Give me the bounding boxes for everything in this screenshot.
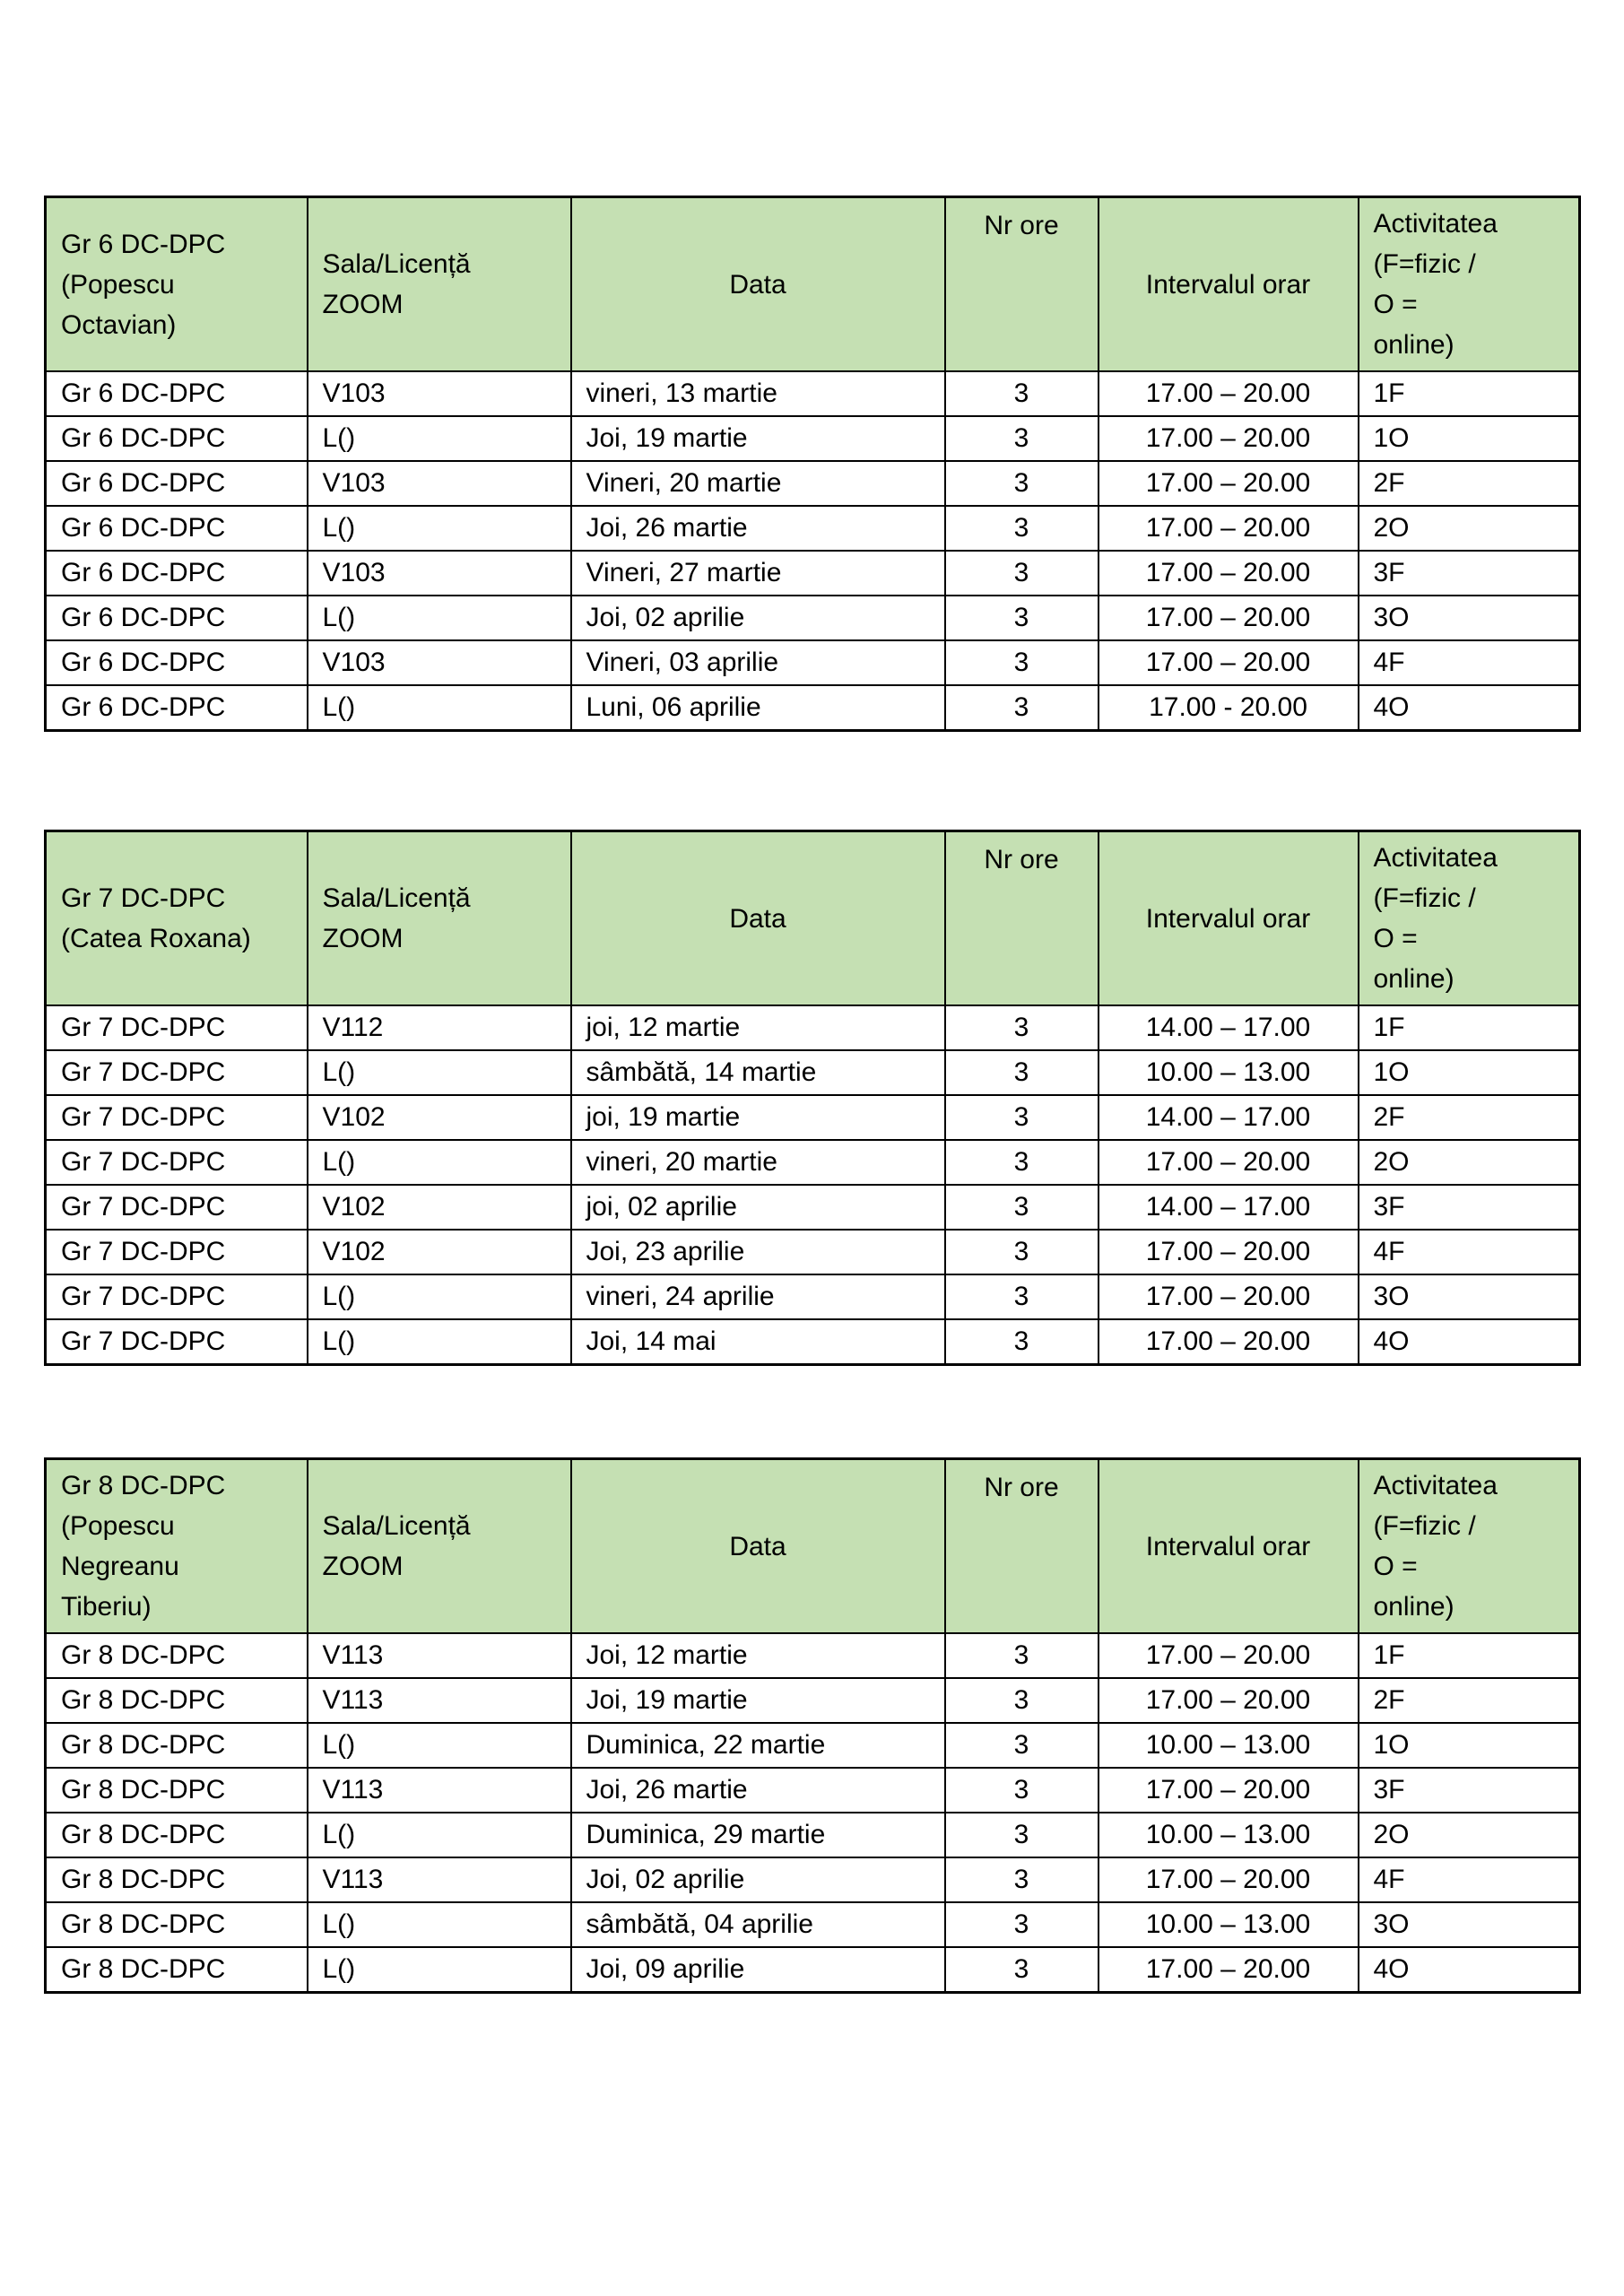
header-row	[46, 197, 1580, 372]
date-cell: Duminica, 29 martie	[571, 1813, 945, 1857]
hours-cell: 3	[945, 506, 1099, 551]
group-cell: Gr 7 DC-DPC	[46, 1319, 308, 1364]
group-cell: Gr 8 DC-DPC	[46, 1678, 308, 1723]
hours-cell: 3	[945, 1678, 1099, 1723]
group-cell: Gr 7 DC-DPC	[46, 1005, 308, 1050]
interval-cell: 17.00 – 20.00	[1099, 640, 1359, 685]
date-cell: vineri, 24 aprilie	[571, 1274, 945, 1319]
interval-cell: 17.00 – 20.00	[1099, 1947, 1359, 1992]
group-cell: Gr 6 DC-DPC	[46, 685, 308, 730]
room-cell: L()	[308, 685, 571, 730]
hours-cell: 3	[945, 551, 1099, 596]
activity-cell: 1F	[1359, 1633, 1580, 1678]
date-cell: Vineri, 27 martie	[571, 551, 945, 596]
table-row	[46, 1947, 1580, 1992]
header-interval: Intervalul orar	[1099, 197, 1359, 372]
activity-cell: 4O	[1359, 1947, 1580, 1992]
activity-cell: 2O	[1359, 506, 1580, 551]
table-body-gr7	[46, 1005, 1580, 1364]
group-cell: Gr 8 DC-DPC	[46, 1723, 308, 1768]
hours-cell: 3	[945, 461, 1099, 506]
activity-cell: 2F	[1359, 1095, 1580, 1140]
group-cell: Gr 7 DC-DPC	[46, 1274, 308, 1319]
table-row	[46, 461, 1580, 506]
interval-cell: 10.00 – 13.00	[1099, 1050, 1359, 1095]
table-row	[46, 506, 1580, 551]
hours-cell: 3	[945, 416, 1099, 461]
table-row	[46, 640, 1580, 685]
header-date: Data	[571, 1459, 945, 1634]
date-cell: vineri, 20 martie	[571, 1140, 945, 1185]
table-row	[46, 1185, 1580, 1230]
room-cell: L()	[308, 596, 571, 640]
header-group-gr7: Gr 7 DC-DPC (Catea Roxana)	[46, 831, 308, 1006]
date-cell: Duminica, 22 martie	[571, 1723, 945, 1768]
interval-cell: 17.00 – 20.00	[1099, 1633, 1359, 1678]
date-cell: joi, 12 martie	[571, 1005, 945, 1050]
hours-cell: 3	[945, 371, 1099, 416]
activity-cell: 4O	[1359, 1319, 1580, 1364]
interval-cell: 17.00 – 20.00	[1099, 461, 1359, 506]
table-body-gr8	[46, 1633, 1580, 1992]
activity-cell: 3F	[1359, 551, 1580, 596]
header-date: Data	[571, 197, 945, 372]
header-group-gr8: Gr 8 DC-DPC (Popescu Negreanu Tiberiu)	[46, 1459, 308, 1634]
room-cell: V112	[308, 1005, 571, 1050]
date-cell: Joi, 19 martie	[571, 1678, 945, 1723]
room-cell: V113	[308, 1857, 571, 1902]
table-row	[46, 1768, 1580, 1813]
table-row	[46, 1633, 1580, 1678]
hours-cell: 3	[945, 1319, 1099, 1364]
room-cell: V102	[308, 1230, 571, 1274]
interval-cell: 17.00 – 20.00	[1099, 551, 1359, 596]
group-cell: Gr 8 DC-DPC	[46, 1857, 308, 1902]
table-body-gr6	[46, 371, 1580, 730]
group-cell: Gr 6 DC-DPC	[46, 416, 308, 461]
date-cell: Joi, 19 martie	[571, 416, 945, 461]
activity-cell: 1O	[1359, 1723, 1580, 1768]
room-cell: V113	[308, 1633, 571, 1678]
activity-cell: 3O	[1359, 1274, 1580, 1319]
room-cell: L()	[308, 1140, 571, 1185]
group-cell: Gr 8 DC-DPC	[46, 1902, 308, 1947]
hours-cell: 3	[945, 596, 1099, 640]
room-cell: L()	[308, 1902, 571, 1947]
activity-cell: 1O	[1359, 416, 1580, 461]
date-cell: Joi, 12 martie	[571, 1633, 945, 1678]
header-interval: Intervalul orar	[1099, 831, 1359, 1006]
hours-cell: 3	[945, 685, 1099, 730]
hours-cell: 3	[945, 1185, 1099, 1230]
hours-cell: 3	[945, 1274, 1099, 1319]
hours-cell: 3	[945, 1857, 1099, 1902]
interval-cell: 10.00 – 13.00	[1099, 1902, 1359, 1947]
date-cell: joi, 19 martie	[571, 1095, 945, 1140]
interval-cell: 17.00 – 20.00	[1099, 1274, 1359, 1319]
header-hours: Nr ore	[945, 197, 1099, 372]
date-cell: Luni, 06 aprilie	[571, 685, 945, 730]
activity-cell: 4O	[1359, 685, 1580, 730]
date-cell: Joi, 09 aprilie	[571, 1947, 945, 1992]
group-cell: Gr 7 DC-DPC	[46, 1185, 308, 1230]
group-cell: Gr 8 DC-DPC	[46, 1947, 308, 1992]
room-cell: V102	[308, 1095, 571, 1140]
hours-cell: 3	[945, 1813, 1099, 1857]
header-row	[46, 831, 1580, 1006]
table-row	[46, 1005, 1580, 1050]
table-row	[46, 1095, 1580, 1140]
table-row	[46, 1140, 1580, 1185]
room-cell: V103	[308, 551, 571, 596]
activity-cell: 4F	[1359, 1230, 1580, 1274]
interval-cell: 17.00 – 20.00	[1099, 1319, 1359, 1364]
hours-cell: 3	[945, 1140, 1099, 1185]
hours-cell: 3	[945, 1050, 1099, 1095]
table-row	[46, 1230, 1580, 1274]
header-date: Data	[571, 831, 945, 1006]
date-cell: Vineri, 03 aprilie	[571, 640, 945, 685]
activity-cell: 1F	[1359, 371, 1580, 416]
table-row	[46, 1902, 1580, 1947]
header-activity: Activitatea (F=fizic / O = online)	[1359, 831, 1580, 1006]
hours-cell: 3	[945, 1633, 1099, 1678]
room-cell: L()	[308, 506, 571, 551]
interval-cell: 17.00 – 20.00	[1099, 1857, 1359, 1902]
table-row	[46, 1678, 1580, 1723]
schedule-table-gr6	[44, 196, 1581, 732]
activity-cell: 3F	[1359, 1185, 1580, 1230]
header-room: Sala/Licență ZOOM	[308, 197, 571, 372]
table-row	[46, 1857, 1580, 1902]
table-row	[46, 1319, 1580, 1364]
activity-cell: 2O	[1359, 1813, 1580, 1857]
activity-cell: 3F	[1359, 1768, 1580, 1813]
group-cell: Gr 6 DC-DPC	[46, 461, 308, 506]
group-cell: Gr 7 DC-DPC	[46, 1050, 308, 1095]
room-cell: L()	[308, 1319, 571, 1364]
group-cell: Gr 6 DC-DPC	[46, 506, 308, 551]
room-cell: L()	[308, 1813, 571, 1857]
schedule-table-gr8	[44, 1457, 1581, 1994]
interval-cell: 17.00 – 20.00	[1099, 506, 1359, 551]
table-row	[46, 685, 1580, 730]
interval-cell: 14.00 – 17.00	[1099, 1095, 1359, 1140]
room-cell: V103	[308, 371, 571, 416]
hours-cell: 3	[945, 640, 1099, 685]
interval-cell: 17.00 – 20.00	[1099, 1140, 1359, 1185]
room-cell: L()	[308, 1050, 571, 1095]
table-row	[46, 1050, 1580, 1095]
date-cell: Joi, 23 aprilie	[571, 1230, 945, 1274]
hours-cell: 3	[945, 1230, 1099, 1274]
group-cell: Gr 8 DC-DPC	[46, 1633, 308, 1678]
date-cell: joi, 02 aprilie	[571, 1185, 945, 1230]
header-row	[46, 1459, 1580, 1634]
activity-cell: 1O	[1359, 1050, 1580, 1095]
date-cell: sâmbătă, 14 martie	[571, 1050, 945, 1095]
room-cell: L()	[308, 1274, 571, 1319]
group-cell: Gr 8 DC-DPC	[46, 1768, 308, 1813]
header-hours: Nr ore	[945, 1459, 1099, 1634]
date-cell: Joi, 26 martie	[571, 1768, 945, 1813]
activity-cell: 4F	[1359, 1857, 1580, 1902]
interval-cell: 10.00 – 13.00	[1099, 1813, 1359, 1857]
activity-cell: 3O	[1359, 1902, 1580, 1947]
table-row	[46, 1274, 1580, 1319]
date-cell: sâmbătă, 04 aprilie	[571, 1902, 945, 1947]
interval-cell: 10.00 – 13.00	[1099, 1723, 1359, 1768]
group-cell: Gr 7 DC-DPC	[46, 1095, 308, 1140]
room-cell: V103	[308, 640, 571, 685]
group-cell: Gr 7 DC-DPC	[46, 1140, 308, 1185]
header-group-gr6: Gr 6 DC-DPC (Popescu Octavian)	[46, 197, 308, 372]
hours-cell: 3	[945, 1005, 1099, 1050]
interval-cell: 17.00 – 20.00	[1099, 1768, 1359, 1813]
date-cell: Vineri, 20 martie	[571, 461, 945, 506]
header-hours: Nr ore	[945, 831, 1099, 1006]
interval-cell: 17.00 - 20.00	[1099, 685, 1359, 730]
activity-cell: 2F	[1359, 1678, 1580, 1723]
room-cell: V113	[308, 1678, 571, 1723]
header-room: Sala/Licență ZOOM	[308, 831, 571, 1006]
group-cell: Gr 6 DC-DPC	[46, 640, 308, 685]
table-row	[46, 596, 1580, 640]
group-cell: Gr 8 DC-DPC	[46, 1813, 308, 1857]
activity-cell: 1F	[1359, 1005, 1580, 1050]
interval-cell: 14.00 – 17.00	[1099, 1005, 1359, 1050]
group-cell: Gr 6 DC-DPC	[46, 551, 308, 596]
hours-cell: 3	[945, 1902, 1099, 1947]
group-cell: Gr 6 DC-DPC	[46, 596, 308, 640]
date-cell: Joi, 02 aprilie	[571, 1857, 945, 1902]
header-room: Sala/Licență ZOOM	[308, 1459, 571, 1634]
room-cell: V113	[308, 1768, 571, 1813]
date-cell: Joi, 02 aprilie	[571, 596, 945, 640]
room-cell: V102	[308, 1185, 571, 1230]
room-cell: L()	[308, 416, 571, 461]
interval-cell: 17.00 – 20.00	[1099, 416, 1359, 461]
table-row	[46, 551, 1580, 596]
table-row	[46, 371, 1580, 416]
table-row	[46, 1723, 1580, 1768]
header-activity: Activitatea (F=fizic / O = online)	[1359, 197, 1580, 372]
hours-cell: 3	[945, 1768, 1099, 1813]
group-cell: Gr 7 DC-DPC	[46, 1230, 308, 1274]
interval-cell: 17.00 – 20.00	[1099, 1678, 1359, 1723]
room-cell: L()	[308, 1947, 571, 1992]
date-cell: vineri, 13 martie	[571, 371, 945, 416]
hours-cell: 3	[945, 1723, 1099, 1768]
interval-cell: 17.00 – 20.00	[1099, 1230, 1359, 1274]
hours-cell: 3	[945, 1947, 1099, 1992]
schedule-table-gr7	[44, 830, 1581, 1366]
hours-cell: 3	[945, 1095, 1099, 1140]
activity-cell: 2O	[1359, 1140, 1580, 1185]
interval-cell: 17.00 – 20.00	[1099, 371, 1359, 416]
date-cell: Joi, 26 martie	[571, 506, 945, 551]
table-row	[46, 1813, 1580, 1857]
interval-cell: 14.00 – 17.00	[1099, 1185, 1359, 1230]
header-activity: Activitatea (F=fizic / O = online)	[1359, 1459, 1580, 1634]
activity-cell: 4F	[1359, 640, 1580, 685]
room-cell: L()	[308, 1723, 571, 1768]
group-cell: Gr 6 DC-DPC	[46, 371, 308, 416]
activity-cell: 2F	[1359, 461, 1580, 506]
interval-cell: 17.00 – 20.00	[1099, 596, 1359, 640]
table-row	[46, 416, 1580, 461]
activity-cell: 3O	[1359, 596, 1580, 640]
room-cell: V103	[308, 461, 571, 506]
date-cell: Joi, 14 mai	[571, 1319, 945, 1364]
header-interval: Intervalul orar	[1099, 1459, 1359, 1634]
